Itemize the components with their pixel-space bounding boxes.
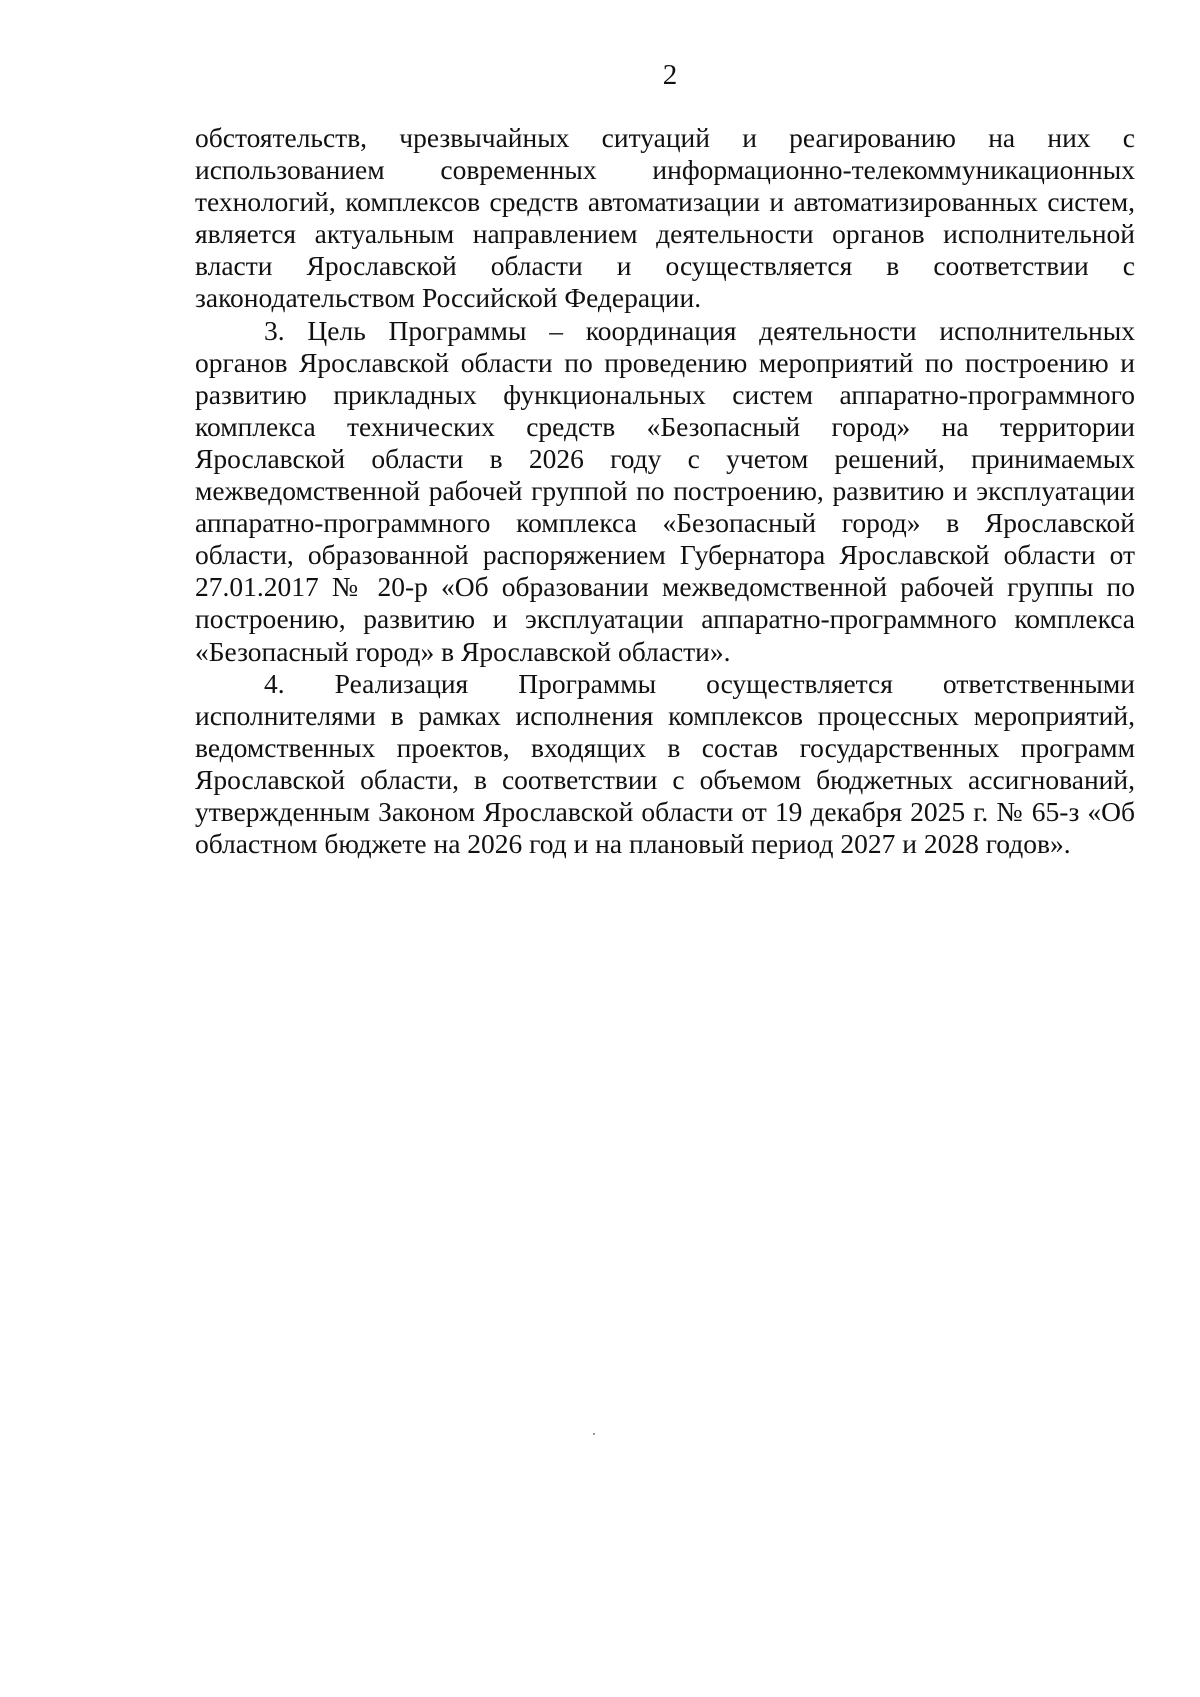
document-body [195,122,1135,860]
paragraph-continuation: обстоятельств, чрезвычайных ситуаций и реагированию на них с использованием современных информационно-телекоммуникационных технологий, комплексов средств автоматизации и автоматизированных систем, является актуальным направлением деятельности органов исполнительной власти Ярославской области и осуществляется в соответствии с законодательством Российской Федерации. [195,122,1135,314]
paragraph-item-3: 3. Цель Программы – координация деятельности исполнительных органов Ярославской области по проведению мероприятий по построению и развитию прикладных функциональных систем аппаратно-программного комплекса технических средств «Безопасный город» на территории Ярославской области в 2026 году с учетом решений, принимаемых межведомственной рабочей группой по построению, развитию и эксплуатации аппаратно-программного комплекса «Безопасный город» в Ярославской области, образованной распоряжением Губернатора Ярославской области от 27.01.2017 № 20-р «Об образовании межведомственной рабочей группы по построению, развитию и эксплуатации аппаратно-программного комплекса «Безопасный город» в Ярославской области». [195,314,1135,667]
page-number: 2 [662,59,678,91]
scan-speck [593,1433,595,1435]
paragraph-item-4: 4. Реализация Программы осуществляется ответственными исполнителями в рамках исполнения комплексов процессных мероприятий, ведомственных проектов, входящих в состав государственных программ Ярославской области, в соответствии с объемом бюджетных ассигнований, утвержденным Законом Ярославской области от 19 декабря 2025 г. № 65-з «Об областном бюджете на 2026 год и на плановый период 2027 и 2028 годов». [195,667,1135,860]
